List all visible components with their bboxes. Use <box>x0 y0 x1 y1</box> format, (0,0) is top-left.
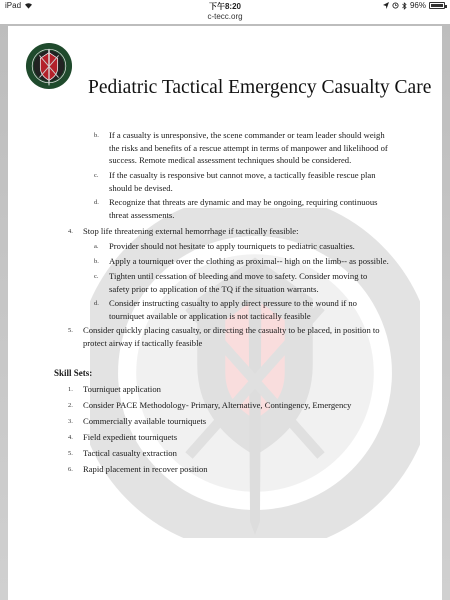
list-text: Provider should not hesitate to apply tourniquets to pediatric casualties. <box>109 241 355 251</box>
document-page[interactable] <box>8 26 442 600</box>
list-marker: 4. <box>68 434 73 441</box>
list-text: If a casualty is unresponsive, the scene commander or team leader should weigh <box>109 130 385 140</box>
list-text: Field expedient tourniquets <box>83 432 178 442</box>
list-text: Stop life threatening external hemorrhage if tactically feasible: <box>83 226 299 236</box>
list-text: should be devised. <box>109 182 173 193</box>
list-marker: 5. <box>68 327 73 334</box>
list-marker: 4. <box>68 228 73 235</box>
alarm-icon <box>392 2 399 9</box>
document-title: Pediatric Tactical Emergency Casualty Care <box>88 77 432 98</box>
list-marker: 6. <box>68 466 73 473</box>
list-text: safety prior to application of the TQ if the situation warrants. <box>109 283 319 294</box>
document-content <box>8 26 442 600</box>
list-text: protect airway if tactically feasible <box>83 337 203 348</box>
device-name: iPad <box>5 1 22 10</box>
list-marker: 1. <box>68 386 73 393</box>
list-marker: d. <box>94 300 99 307</box>
section-heading: Skill Sets: <box>54 368 93 378</box>
list-text: Apply a tourniquet over the clothing as proximal-- high on the limb-- as possible. <box>109 256 389 266</box>
list-marker: b. <box>94 258 99 265</box>
list-text: Consider instructing casualty to apply direct pressure to the wound if no <box>109 298 357 308</box>
list-marker: b. <box>94 132 99 139</box>
list-marker: c. <box>94 273 99 280</box>
battery-percent: 96% <box>409 1 426 10</box>
list-text: threat assessments. <box>109 209 175 220</box>
list-marker: 2. <box>68 402 73 409</box>
list-text: Tighten until cessation of bleeding and move to safety. Consider moving to <box>109 271 368 281</box>
list-text: tourniquet available or application is not tactically feasible <box>109 310 311 321</box>
list-text: Commercially available tourniquets <box>83 416 207 426</box>
status-time: 下午8:20 <box>208 2 241 11</box>
list-text: If the casualty is responsive but cannot move, a tactically feasible rescue plan <box>109 170 376 180</box>
list-text: Recognize that threats are dynamic and may be ongoing, requiring continuous <box>109 197 378 207</box>
list-marker: 5. <box>68 450 73 457</box>
list-marker: c. <box>94 172 99 179</box>
list-text: Tactical casualty extraction <box>83 448 177 458</box>
status-bar <box>0 0 450 12</box>
status-right <box>383 1 445 10</box>
list-text: Rapid placement in recover position <box>83 464 208 474</box>
list-text: the risks and benefits of a rescue attempt in terms of manpower and likelihood of <box>109 142 388 153</box>
list-marker: d. <box>94 199 99 206</box>
address-bar[interactable]: c-tecc.org <box>207 12 243 21</box>
list-text: success. Remote medical assessment techniques should be considered. <box>109 155 352 166</box>
location-icon <box>383 2 389 9</box>
battery-icon <box>429 2 445 9</box>
bluetooth-icon <box>402 2 407 10</box>
list-text: Consider PACE Methodology- Primary, Alternative, Contingency, Emergency <box>83 400 352 410</box>
list-marker: 3. <box>68 418 73 425</box>
list-text: Consider quickly placing casualty, or directing the casualty to be placed, in position to <box>83 325 380 335</box>
list-marker: a. <box>94 243 99 250</box>
list-text: Tourniquet application <box>83 384 161 394</box>
